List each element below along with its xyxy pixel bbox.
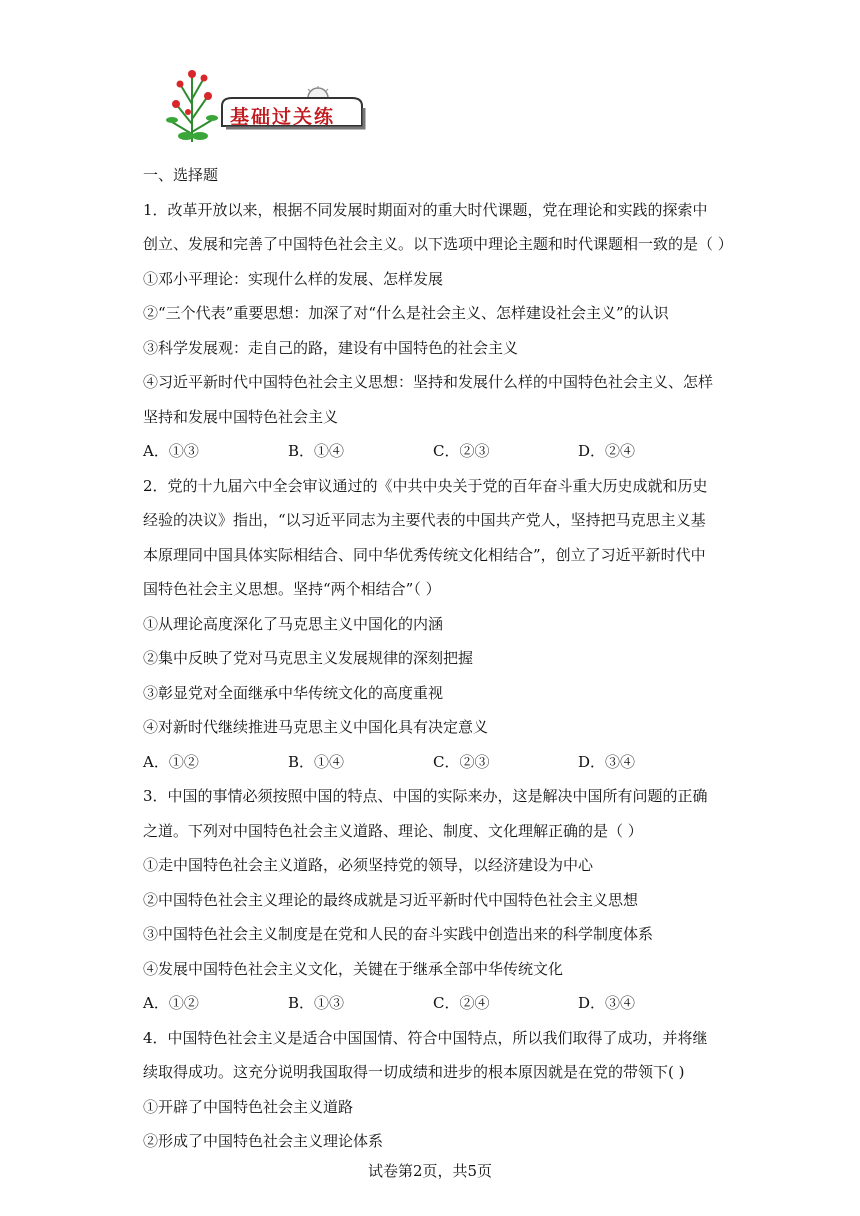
statement: ①从理论高度深化了马克思主义中国化的内涵	[143, 614, 444, 633]
option-d: D．③④	[578, 752, 636, 771]
answer-options	[143, 745, 723, 780]
question-3	[143, 779, 723, 1021]
statement: ④对新时代继续推进马克思主义中国化具有决定意义	[143, 718, 489, 736]
statement: ③中国特色社会主义制度是在党和人民的奋斗实践中创造出来的科学制度体系	[143, 925, 654, 943]
statement: ③彰显党对全面继承中华传统文化的高度重视	[143, 683, 444, 702]
question-stem-line: 续取得成功。这充分说明我国取得一切成绩和进步的根本原因就是在党的带领下( )	[143, 1063, 685, 1081]
question-stem-line: 国特色社会主义思想。坚持“两个相结合”（ ）	[143, 580, 441, 598]
answer-options	[143, 434, 723, 469]
statement: ①开辟了中国特色社会主义道路	[143, 1097, 354, 1116]
statement: ②“三个代表”重要思想：加深了对“什么是社会主义、怎样建设社会主义”的认识	[143, 304, 669, 322]
question-2	[143, 469, 723, 780]
statement: 坚持和发展中国特色社会主义	[143, 407, 339, 426]
option-b: B．①④	[288, 752, 345, 771]
option-a: A．①③	[143, 442, 199, 460]
option-c: C．②④	[433, 994, 490, 1012]
page-footer: 试卷第2页，共5页	[367, 1162, 493, 1180]
statement: ②形成了中国特色社会主义理论体系	[143, 1132, 384, 1150]
answer-options	[143, 986, 723, 1021]
option-b: B．①④	[288, 442, 345, 460]
question-stem-line: 1．改革开放以来，根据不同发展时期面对的重大时代课题，党在理论和实践的探索中	[143, 200, 708, 219]
question-stem-line: 经验的决议》指出，“以习近平同志为主要代表的中国共产党人，坚持把马克思主义基	[143, 511, 706, 529]
statement: ①邓小平理论：实现什么样的发展、怎样发展	[143, 269, 444, 288]
question-4	[143, 1021, 723, 1159]
question-stem-line: 4．中国特色社会主义是适合中国国情、符合中国特点，所以我们取得了成功，并将继	[143, 1028, 708, 1047]
banner-title: 基础过关练	[230, 106, 336, 128]
option-d: D．②④	[578, 442, 636, 460]
statement: ④发展中国特色社会主义文化，关键在于继承全部中华传统文化	[143, 959, 564, 978]
statement: ①走中国特色社会主义道路，必须坚持党的领导，以经济建设为中心	[143, 856, 594, 874]
option-a: A．①②	[143, 752, 199, 771]
question-stem-line: 2．党的十九届六中全会审议通过的《中共中央关于党的百年奋斗重大历史成就和历史	[143, 476, 708, 495]
option-c: C．②③	[433, 442, 490, 460]
option-b: B．①③	[288, 994, 345, 1012]
question-stem-line: 本原理同中国具体实际相结合、同中华优秀传统文化相结合”，创立了习近平新时代中	[143, 545, 706, 564]
option-c: C．②③	[433, 752, 490, 771]
option-d: D．③④	[578, 994, 636, 1012]
option-a: A．①②	[143, 994, 199, 1012]
question-stem-line: 之道。下列对中国特色社会主义道路、理论、制度、文化理解正确的是（ ）	[143, 821, 643, 840]
question-stem-line: 3．中国的事情必须按照中国的特点、中国的实际来办，这是解决中国所有问题的正确	[143, 787, 708, 805]
statement: ③科学发展观：走自己的路，建设有中国特色的社会主义	[143, 338, 519, 357]
section-header	[158, 64, 368, 144]
question-1	[143, 193, 733, 469]
statement: ④习近平新时代中国特色社会主义思想：坚持和发展什么样的中国特色社会主义、怎样	[143, 373, 714, 391]
question-content	[143, 158, 733, 1159]
question-stem-line: 创立、发展和完善了中国特色社会主义。以下选项中理论主题和时代课题相一致的是（ ）	[143, 235, 733, 253]
section-title: 一、选择题	[143, 166, 219, 184]
statement: ②中国特色社会主义理论的最终成就是习近平新时代中国特色社会主义思想	[143, 890, 639, 909]
statement: ②集中反映了党对马克思主义发展规律的深刻把握	[143, 649, 474, 667]
